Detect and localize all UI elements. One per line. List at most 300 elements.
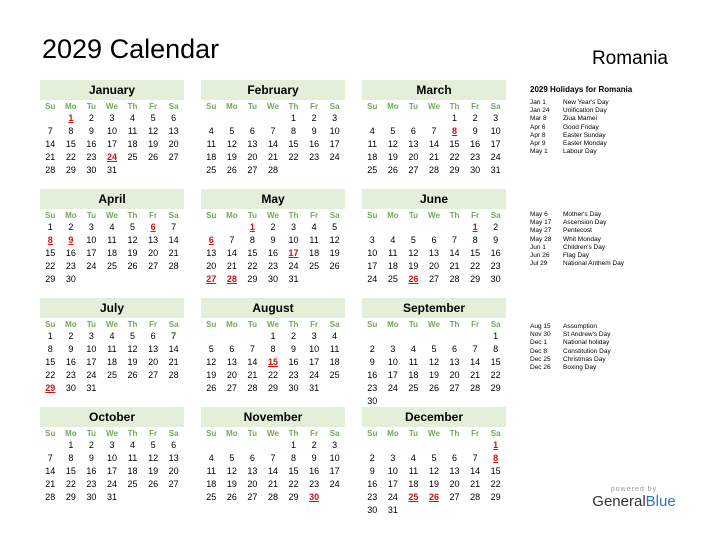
day-cell [403, 504, 424, 517]
day-cell: 21 [470, 370, 481, 380]
weekday-label: Th [449, 320, 460, 329]
week-row [362, 247, 506, 260]
month-january [40, 80, 184, 177]
day-cell: 29 [288, 492, 299, 502]
week-row [40, 164, 184, 177]
week-row [362, 234, 506, 247]
holiday-name: Children's Day [563, 243, 606, 251]
day-cell: 20 [408, 152, 419, 162]
day-cell: 28 [45, 492, 56, 502]
day-cell: 22 [490, 479, 501, 489]
day-cell: 18 [206, 479, 217, 489]
weekday-label: Tu [86, 429, 96, 438]
day-cell: 26 [226, 165, 237, 175]
day-cell: 27 [168, 479, 179, 489]
day-cell [444, 221, 465, 234]
day-cell: 4 [109, 222, 115, 232]
day-cell: 19 [408, 261, 419, 271]
day-cell: 5 [150, 440, 156, 450]
holiday-date: Aug 15 [530, 323, 551, 330]
day-cell: 5 [390, 126, 396, 136]
day-cell: 28 [168, 261, 179, 271]
week-row [362, 465, 506, 478]
day-cell [403, 330, 424, 343]
month-november [201, 407, 345, 504]
country-name: Romania [591, 48, 668, 69]
week-row [362, 330, 506, 343]
day-cell: 21 [428, 152, 439, 162]
day-cell: 21 [45, 479, 56, 489]
holiday-day-cell: 26 [428, 492, 439, 502]
weekday-label: Th [127, 102, 138, 111]
day-cell: 2 [68, 331, 74, 341]
day-cell: 2 [369, 344, 375, 354]
weekday-label: Mo [65, 102, 77, 111]
holiday-day-cell: 9 [68, 235, 74, 245]
month-may [201, 189, 345, 286]
day-cell: 29 [247, 274, 258, 284]
day-cell: 22 [65, 479, 76, 489]
month-name: September [362, 298, 506, 318]
day-cell: 25 [106, 261, 117, 271]
page-title: 2029 Calendar [42, 34, 220, 64]
holiday-name: Unification Day [563, 107, 607, 115]
day-cell: 31 [86, 383, 97, 393]
day-cell: 11 [127, 453, 138, 463]
weekday-label: Su [206, 102, 217, 111]
weekday-label: We [267, 211, 279, 220]
week-row [362, 343, 506, 356]
day-cell: 30 [367, 505, 378, 515]
day-cell: 30 [490, 274, 501, 284]
day-cell: 23 [86, 479, 97, 489]
day-cell: 26 [226, 492, 237, 502]
weekday-label: Mo [387, 102, 399, 111]
week-row [362, 439, 506, 452]
day-cell: 12 [226, 466, 237, 476]
day-cell: 6 [150, 331, 156, 341]
day-cell: 10 [387, 466, 398, 476]
day-cell: 13 [408, 139, 419, 149]
day-cell: 16 [490, 248, 501, 258]
week-row [201, 138, 345, 151]
weekday-label: Sa [490, 102, 501, 111]
day-cell [485, 504, 506, 517]
week-row [40, 221, 184, 234]
holiday-item [530, 99, 700, 107]
day-cell: 28 [168, 370, 179, 380]
day-cell [424, 112, 445, 125]
weekday-label: Tu [408, 429, 418, 438]
weekday-label: Su [367, 211, 378, 220]
week-row [40, 356, 184, 369]
holiday-name: St Andrew's Day [563, 331, 611, 339]
week-row [201, 234, 345, 247]
day-cell: 14 [226, 248, 237, 258]
day-cell: 18 [408, 479, 419, 489]
day-cell: 1 [493, 331, 499, 341]
holiday-date: Jan 24 [530, 107, 550, 115]
week-row [40, 452, 184, 465]
holiday-date: Mar 8 [530, 115, 547, 123]
day-cell: 9 [311, 453, 317, 463]
day-cell: 25 [329, 370, 340, 380]
week-row [40, 247, 184, 260]
weekday-label: We [267, 429, 279, 438]
day-cell: 3 [88, 331, 94, 341]
day-cell: 9 [369, 357, 375, 367]
day-cell: 1 [47, 222, 53, 232]
weekday-label: Su [45, 102, 56, 111]
month-september [362, 298, 506, 408]
day-cell: 3 [390, 344, 396, 354]
holiday-name: Boxing Day [563, 363, 597, 371]
weekday-label: Tu [86, 211, 96, 220]
holiday-day-cell: 26 [408, 274, 419, 284]
weekday-label: Fr [471, 211, 480, 220]
day-cell [40, 439, 61, 452]
day-cell: 4 [130, 113, 136, 123]
week-row [201, 465, 345, 478]
day-cell: 20 [206, 261, 217, 271]
weekday-label: Sa [329, 102, 340, 111]
day-cell: 26 [206, 383, 217, 393]
day-cell: 1 [291, 440, 297, 450]
day-cell: 3 [332, 113, 338, 123]
day-cell: 27 [247, 165, 258, 175]
day-cell: 27 [226, 383, 237, 393]
day-cell: 15 [65, 466, 76, 476]
holiday-item [530, 124, 700, 132]
day-cell: 3 [390, 453, 396, 463]
weekday-label: Su [206, 211, 217, 220]
day-cell [304, 164, 325, 177]
weekday-label: Fr [310, 429, 319, 438]
day-cell [444, 330, 465, 343]
day-cell: 27 [449, 383, 460, 393]
day-cell: 26 [329, 261, 340, 271]
day-cell: 3 [332, 440, 338, 450]
day-cell [403, 439, 424, 452]
week-row [201, 452, 345, 465]
day-cell: 19 [387, 152, 398, 162]
day-cell: 12 [148, 126, 159, 136]
day-cell [122, 491, 143, 504]
day-cell: 24 [387, 492, 398, 502]
day-cell [102, 382, 123, 395]
day-cell: 25 [206, 492, 217, 502]
holiday-name: Mother's Day [563, 211, 602, 218]
holiday-day-cell: 28 [226, 274, 237, 284]
day-cell [263, 112, 284, 125]
weekday-label: Su [45, 429, 56, 438]
day-cell: 12 [387, 139, 398, 149]
day-cell: 28 [470, 492, 481, 502]
week-row [362, 478, 506, 491]
day-cell: 8 [493, 344, 499, 354]
day-cell: 6 [431, 235, 437, 245]
weekday-label: Sa [329, 320, 340, 329]
day-cell [383, 330, 404, 343]
day-cell [424, 221, 445, 234]
day-cell [403, 221, 424, 234]
day-cell [143, 491, 164, 504]
day-cell: 4 [369, 126, 375, 136]
holiday-item [530, 115, 700, 123]
day-cell: 26 [127, 261, 138, 271]
day-cell [424, 439, 445, 452]
day-cell: 10 [106, 453, 117, 463]
month-name: May [201, 189, 345, 209]
day-cell: 29 [65, 492, 76, 502]
day-cell: 8 [249, 235, 255, 245]
day-cell: 23 [86, 152, 97, 162]
day-cell: 6 [229, 344, 235, 354]
day-cell: 17 [86, 357, 97, 367]
day-cell: 19 [148, 466, 159, 476]
day-cell: 11 [329, 344, 340, 354]
day-cell: 23 [309, 479, 320, 489]
day-cell: 17 [387, 479, 398, 489]
day-cell: 12 [329, 235, 340, 245]
holiday-date: Apr 9 [530, 139, 546, 147]
day-cell: 6 [410, 126, 416, 136]
holiday-item [530, 323, 700, 331]
holiday-name: Good Friday [563, 123, 599, 131]
weekday-label: Th [127, 320, 138, 329]
day-cell: 7 [431, 126, 437, 136]
weekday-label: Tu [247, 102, 257, 111]
day-cell: 1 [68, 440, 74, 450]
week-row [201, 112, 345, 125]
day-cell [242, 330, 263, 343]
day-cell: 14 [267, 139, 278, 149]
holiday-day-cell: 29 [45, 383, 56, 393]
holiday-name: Easter Sunday [563, 131, 606, 139]
holiday-item [530, 252, 700, 260]
weekday-label: Fr [310, 102, 319, 111]
day-cell: 6 [249, 453, 255, 463]
holiday-day-cell: 17 [288, 248, 299, 258]
day-cell: 25 [387, 274, 398, 284]
day-cell: 20 [428, 261, 439, 271]
month-name: October [40, 407, 184, 427]
weekday-label: We [267, 320, 279, 329]
day-cell [201, 112, 222, 125]
day-cell [143, 164, 164, 177]
day-cell: 15 [65, 139, 76, 149]
day-cell [143, 273, 164, 286]
weekday-label: Sa [168, 320, 179, 329]
day-cell: 10 [288, 235, 299, 245]
month-name: November [201, 407, 345, 427]
day-cell: 16 [65, 248, 76, 258]
day-cell [222, 439, 243, 452]
day-cell: 24 [329, 152, 340, 162]
weekday-label: Sa [329, 429, 340, 438]
weekday-label: Tu [408, 320, 418, 329]
day-cell: 13 [247, 139, 258, 149]
day-cell: 13 [168, 126, 179, 136]
day-cell: 11 [388, 248, 398, 258]
day-cell: 14 [247, 357, 258, 367]
day-cell: 23 [470, 152, 481, 162]
day-cell: 8 [291, 453, 297, 463]
day-cell: 10 [367, 248, 378, 258]
day-cell: 28 [267, 165, 278, 175]
month-july [40, 298, 184, 395]
day-cell [81, 273, 102, 286]
day-cell: 28 [449, 274, 460, 284]
day-cell: 11 [309, 235, 319, 245]
month-august [201, 298, 345, 395]
day-cell: 7 [472, 453, 478, 463]
holiday-name: New Year's Day [563, 99, 609, 106]
weekday-label: Th [288, 211, 299, 220]
weekday-label: Th [449, 429, 460, 438]
weekday-label: We [106, 320, 118, 329]
day-cell: 19 [127, 357, 138, 367]
day-cell: 5 [229, 126, 235, 136]
day-cell: 1 [47, 331, 53, 341]
day-cell: 13 [148, 344, 159, 354]
weekday-label: Th [449, 102, 460, 111]
day-cell: 2 [88, 440, 94, 450]
day-cell: 10 [490, 126, 501, 136]
day-cell: 9 [88, 126, 94, 136]
day-cell: 19 [428, 370, 439, 380]
day-cell: 20 [247, 479, 258, 489]
day-cell: 14 [470, 466, 481, 476]
holiday-item [530, 132, 700, 140]
holiday-day-cell: 1 [472, 222, 478, 232]
weekday-label: Fr [149, 102, 158, 111]
day-cell: 15 [45, 357, 56, 367]
week-row [40, 439, 184, 452]
day-cell: 22 [288, 152, 299, 162]
holiday-name: Ziua Mamei [563, 115, 597, 123]
day-cell: 31 [309, 383, 320, 393]
day-cell: 26 [148, 479, 159, 489]
weekday-label: Th [127, 429, 138, 438]
day-cell: 15 [490, 466, 501, 476]
brand-name-part2: Blue [645, 493, 676, 510]
day-cell [122, 382, 143, 395]
day-cell: 1 [270, 331, 276, 341]
weekday-label: Sa [329, 211, 340, 220]
day-cell: 11 [408, 357, 419, 367]
weekday-label: Th [288, 429, 299, 438]
day-cell: 3 [493, 113, 499, 123]
day-cell: 13 [247, 466, 258, 476]
weekday-header [362, 427, 506, 439]
day-cell: 11 [107, 344, 117, 354]
weekday-label: Tu [247, 211, 257, 220]
day-cell: 4 [130, 440, 136, 450]
day-cell: 27 [168, 152, 179, 162]
day-cell: 11 [206, 466, 216, 476]
day-cell: 22 [288, 479, 299, 489]
day-cell: 9 [311, 126, 317, 136]
day-cell: 3 [291, 222, 297, 232]
week-row [40, 478, 184, 491]
holiday-name: Labour Day [563, 148, 597, 156]
day-cell: 20 [148, 357, 159, 367]
day-cell [201, 330, 222, 343]
day-cell: 18 [106, 248, 117, 258]
day-cell: 19 [148, 139, 159, 149]
day-cell: 16 [367, 479, 378, 489]
day-cell: 23 [309, 152, 320, 162]
week-row [362, 504, 506, 517]
holiday-date: Jun 26 [530, 251, 550, 259]
day-cell: 13 [168, 453, 179, 463]
day-cell: 4 [410, 453, 416, 463]
holiday-name: Whit Monday [563, 235, 601, 243]
holiday-day-cell: 25 [408, 492, 419, 502]
day-cell [324, 382, 345, 395]
weekday-label: Tu [86, 320, 96, 329]
brand-logo[interactable] [589, 486, 679, 511]
day-cell: 27 [148, 370, 159, 380]
holiday-item [530, 236, 700, 244]
day-cell: 23 [65, 261, 76, 271]
day-cell: 26 [127, 370, 138, 380]
week-row [362, 452, 506, 465]
day-cell: 10 [86, 344, 97, 354]
day-cell: 27 [428, 274, 439, 284]
weekday-header [201, 209, 345, 221]
day-cell [122, 164, 143, 177]
day-cell: 31 [106, 165, 117, 175]
weekday-label: Mo [387, 320, 399, 329]
holiday-name: Ascension Day [563, 219, 607, 227]
holiday-name: Flag Day [563, 251, 590, 259]
day-cell [304, 273, 325, 286]
day-cell [201, 221, 222, 234]
day-cell: 21 [470, 479, 481, 489]
day-cell [222, 330, 243, 343]
weekday-label: Fr [310, 320, 319, 329]
day-cell: 3 [88, 222, 94, 232]
day-cell: 21 [168, 248, 179, 258]
day-cell: 4 [410, 344, 416, 354]
holiday-day-cell: 8 [493, 453, 499, 463]
week-row [362, 491, 506, 504]
holiday-item [530, 356, 700, 364]
day-cell: 4 [208, 126, 214, 136]
holiday-item [530, 260, 700, 268]
day-cell: 15 [490, 357, 501, 367]
day-cell: 10 [309, 344, 320, 354]
day-cell: 20 [247, 152, 258, 162]
day-cell: 14 [470, 357, 481, 367]
weekday-header [362, 318, 506, 330]
day-cell: 7 [47, 126, 53, 136]
day-cell: 17 [309, 357, 320, 367]
day-cell: 9 [270, 235, 276, 245]
day-cell: 21 [45, 152, 56, 162]
day-cell: 20 [168, 466, 179, 476]
day-cell: 30 [86, 165, 97, 175]
day-cell: 5 [208, 344, 214, 354]
weekday-label: Sa [490, 211, 501, 220]
day-cell: 12 [148, 453, 159, 463]
day-cell: 26 [387, 165, 398, 175]
holiday-group [530, 99, 700, 156]
week-row [201, 343, 345, 356]
day-cell: 4 [390, 235, 396, 245]
